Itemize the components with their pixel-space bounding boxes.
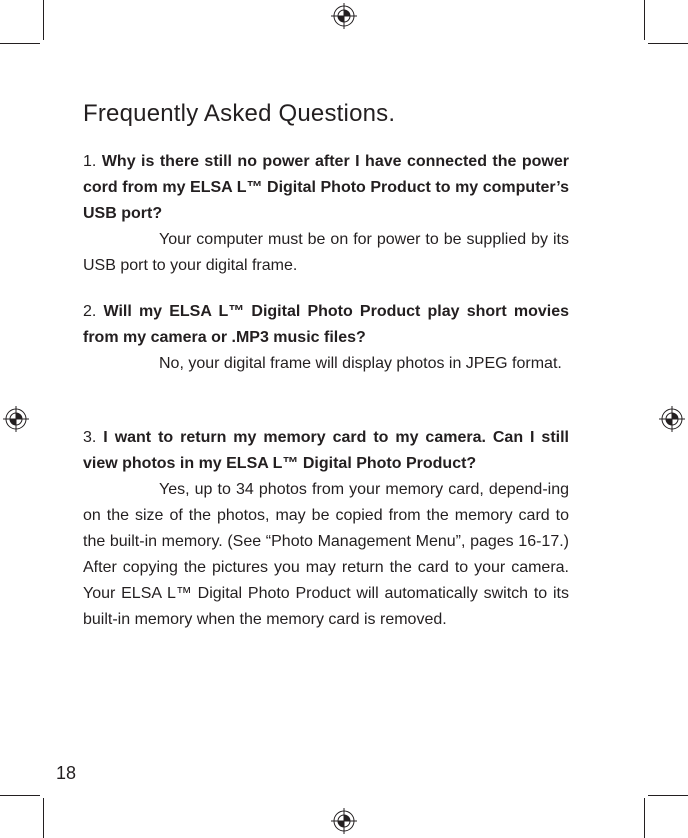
registration-mark-icon — [3, 406, 29, 432]
registration-mark-icon — [659, 406, 685, 432]
faq-item-2 — [83, 299, 569, 377]
faq-number-1: 1. — [83, 153, 97, 170]
faq-question-text-2: Will my ELSA L™ Digital Photo Product play short movies from my camera or .MP3 music files? — [83, 303, 569, 346]
page-title: Frequently Asked Questions. — [83, 100, 396, 128]
faq-answer-3: Yes, up to 34 photos from your memory card, depend-ing on the size of the photos, may be copied from the memory card to the built-in memory. (See “Photo Management Menu”, pages 16-17.) After copying the pictures you may return the card to your camera. Your ELSA L™ Digital Photo Product will automatically switch to its built-in memory when the memory card is removed. — [83, 481, 569, 628]
faq-answer-1: Your computer must be on for power to be supplied by its USB port to your digital frame. — [83, 231, 569, 274]
faq-question-text-1: Why is there still no power after I have connected the power cord from my ELSA L™ Digital Photo Product to my computer’s USB port? — [83, 153, 570, 222]
page-number: 18 — [56, 763, 77, 783]
faq-number-2: 2. — [83, 303, 97, 320]
faq-answer-2: No, your digital frame will display photos in JPEG format. — [159, 355, 562, 372]
crop-mark-bottom-left-horizontal — [0, 795, 40, 796]
registration-mark-icon — [331, 808, 357, 834]
crop-mark-top-right-horizontal — [648, 43, 688, 44]
crop-mark-top-left-horizontal — [0, 43, 40, 44]
crop-mark-top-left-vertical — [43, 0, 44, 40]
faq-question-2 — [83, 299, 569, 351]
crop-mark-bottom-left-vertical — [43, 798, 44, 838]
faq-item-3 — [83, 425, 569, 633]
crop-mark-top-right-vertical — [644, 0, 645, 40]
faq-question-1 — [83, 149, 569, 227]
registration-mark-icon — [331, 3, 357, 29]
crop-mark-bottom-right-horizontal — [648, 795, 688, 796]
faq-item-1 — [83, 149, 569, 279]
faq-question-text-3: I want to return my memory card to my camera. Can I still view photos in my ELSA L™ Digital Photo Product? — [83, 429, 569, 472]
crop-mark-bottom-right-vertical — [644, 798, 645, 838]
faq-question-3 — [83, 425, 569, 477]
faq-number-3: 3. — [83, 429, 97, 446]
